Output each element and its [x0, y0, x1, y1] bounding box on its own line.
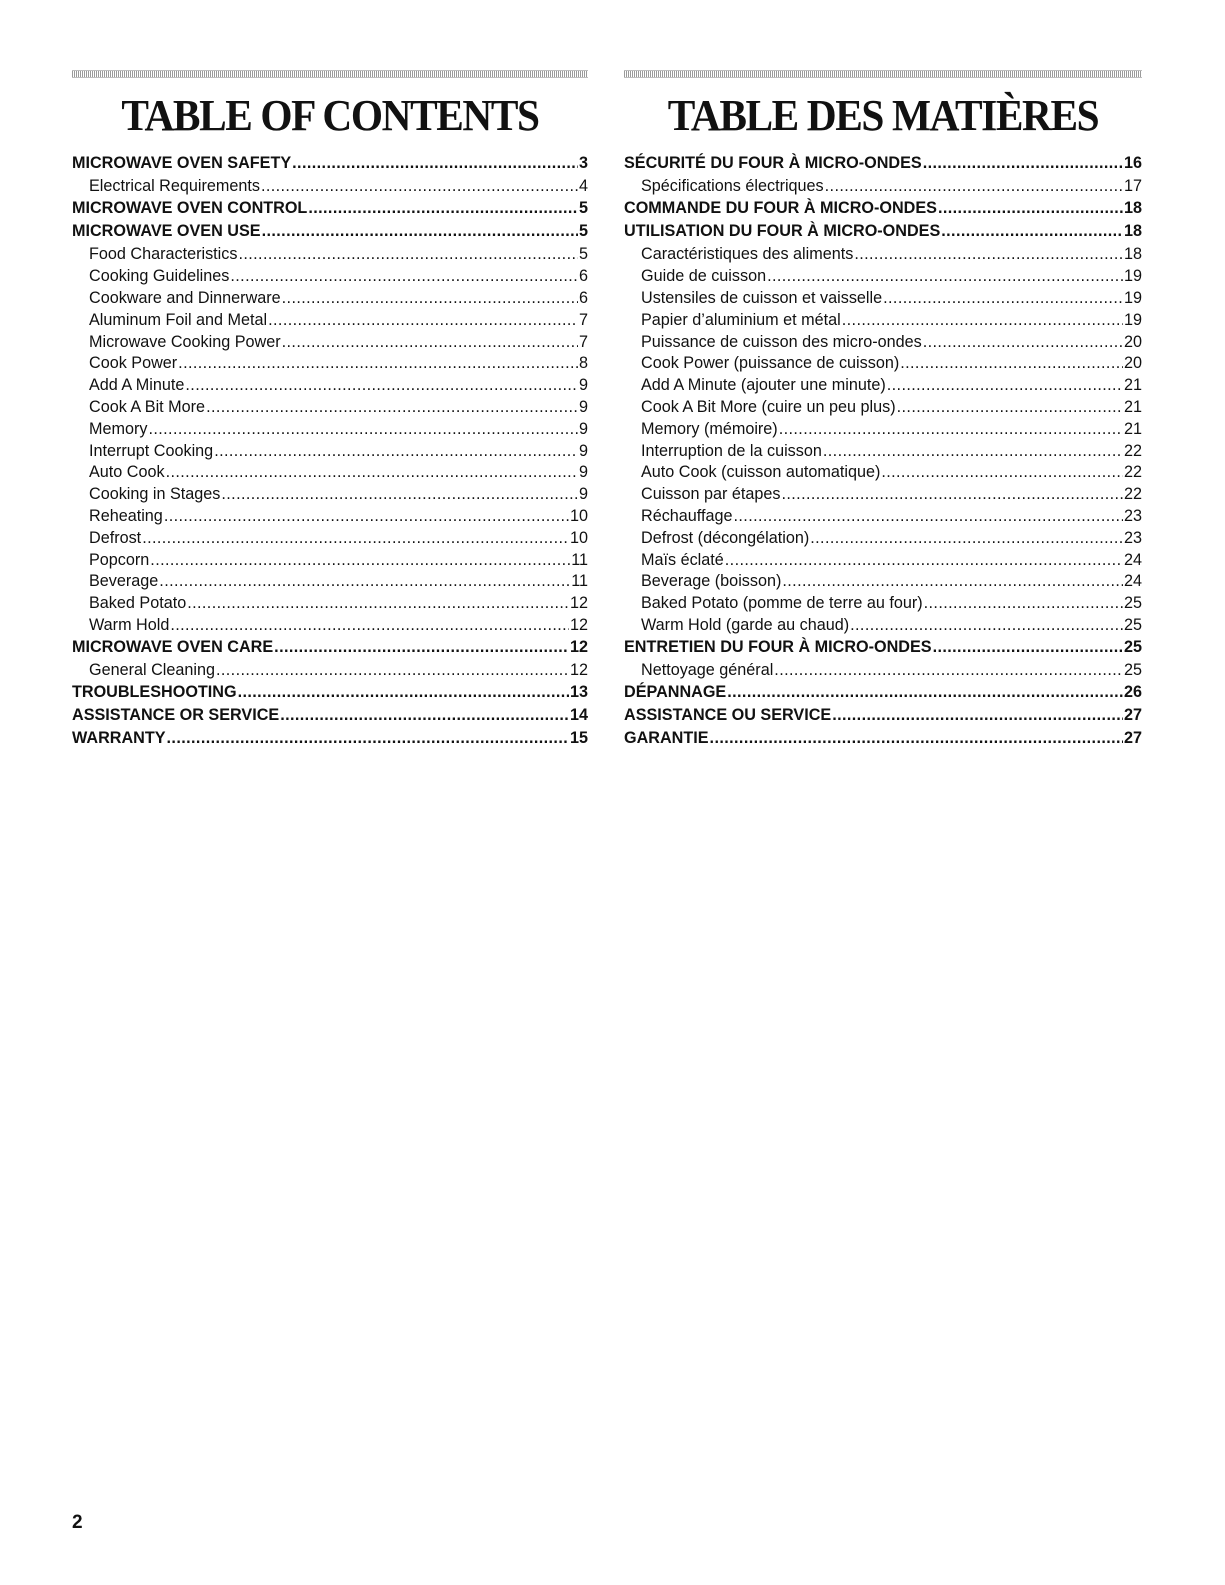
toc-entry-label: Nettoyage général: [641, 660, 774, 679]
dot-leader: [842, 311, 1123, 330]
toc-subsection-entry: [72, 376, 588, 398]
french-column: [624, 70, 1142, 752]
toc-entry-page: 6: [578, 288, 588, 307]
toc-entry-page: 12: [569, 615, 588, 634]
dot-leader: [941, 222, 1123, 241]
dot-leader: [185, 376, 578, 395]
toc-entry-page: 21: [1123, 419, 1142, 438]
dot-leader: [216, 661, 569, 680]
dot-leader: [159, 572, 570, 591]
toc-entry-page: 25: [1123, 637, 1142, 656]
toc-entry-label: Auto Cook: [89, 463, 165, 482]
toc-subsection-entry: [624, 616, 1142, 638]
toc-entry-page: 24: [1123, 550, 1142, 569]
toc-entry-page: 16: [1123, 154, 1142, 172]
toc-subsection-entry: [72, 572, 588, 594]
toc-section-entry: [624, 638, 1142, 661]
dot-leader: [292, 154, 578, 173]
toc-entry-label: Auto Cook (cuisson automatique): [641, 463, 881, 482]
toc-entry-page: 12: [569, 637, 588, 656]
toc-entry-page: 21: [1123, 376, 1142, 395]
toc-entry-label: Caractéristiques des aliments: [641, 245, 854, 264]
toc-subsection-entry: [72, 485, 588, 507]
dot-leader: [924, 594, 1123, 613]
dot-leader: [282, 333, 578, 352]
toc-entry-page: 7: [578, 310, 588, 329]
toc-subsection-entry: [624, 420, 1142, 442]
toc-entry-label: Reheating: [89, 506, 163, 525]
toc-subsection-entry: [72, 529, 588, 551]
toc-entry-page: 11: [571, 550, 588, 569]
toc-entry-page: 24: [1123, 572, 1142, 591]
toc-entry-label: Beverage (boisson): [641, 572, 782, 591]
toc-entry-label: Baked Potato (pomme de terre au four): [641, 594, 923, 613]
dot-leader: [280, 706, 569, 725]
dot-leader: [274, 638, 569, 657]
toc-entry-page: 4: [578, 177, 588, 196]
dot-leader: [933, 638, 1123, 657]
toc-subsection-entry: [624, 594, 1142, 616]
french-toc-list: [624, 154, 1142, 752]
toc-entry-page: 5: [578, 198, 588, 217]
dot-leader: [142, 529, 569, 548]
dot-leader: [238, 245, 578, 264]
toc-entry-page: 11: [571, 572, 588, 591]
toc-subsection-entry: [624, 529, 1142, 551]
toc-section-entry: [72, 199, 588, 222]
dot-leader: [881, 463, 1123, 482]
dot-leader: [282, 289, 578, 308]
toc-entry-page: 13: [569, 682, 588, 701]
dot-leader: [187, 594, 569, 613]
toc-entry-label: Beverage: [89, 572, 159, 591]
toc-entry-page: 19: [1123, 288, 1142, 307]
toc-entry-label: Spécifications électriques: [641, 177, 824, 196]
toc-subsection-entry: [624, 333, 1142, 355]
toc-entry-page: 22: [1123, 485, 1142, 504]
toc-section-entry: [72, 154, 588, 177]
dot-leader: [734, 507, 1123, 526]
dot-leader: [238, 683, 569, 702]
toc-entry-label: MICROWAVE OVEN CONTROL: [72, 198, 308, 217]
toc-subsection-entry: [624, 289, 1142, 311]
toc-entry-page: 19: [1123, 267, 1142, 286]
dot-leader: [781, 485, 1123, 504]
toc-entry-label: Cooking in Stages: [89, 485, 221, 504]
toc-entry-label: Add A Minute: [89, 376, 185, 395]
toc-entry-label: Aluminum Foil and Metal: [89, 310, 268, 329]
toc-entry-label: Popcorn: [89, 550, 150, 569]
toc-entry-label: ASSISTANCE OU SERVICE: [624, 705, 832, 724]
toc-entry-page: 25: [1123, 615, 1142, 634]
toc-subsection-entry: [72, 177, 588, 199]
toc-entry-label: ASSISTANCE OR SERVICE: [72, 705, 280, 724]
french-heading: TABLE DES MATIÈRES: [667, 91, 1099, 140]
toc-subsection-entry: [72, 551, 588, 573]
dot-leader: [262, 222, 578, 241]
dot-leader: [767, 267, 1123, 286]
dot-leader: [883, 289, 1123, 308]
toc-entry-page: 25: [1123, 660, 1142, 679]
toc-section-entry: [72, 683, 588, 706]
toc-entry-page: 27: [1123, 705, 1142, 724]
toc-entry-page: 23: [1123, 528, 1142, 547]
toc-entry-page: 5: [578, 222, 588, 241]
dot-leader: [170, 616, 569, 635]
toc-subsection-entry: [72, 420, 588, 442]
toc-entry-page: 7: [578, 332, 588, 351]
toc-section-entry: [72, 638, 588, 661]
toc-section-entry: [72, 729, 588, 752]
toc-entry-page: 18: [1123, 245, 1142, 264]
english-column: [72, 70, 588, 752]
toc-subsection-entry: [72, 245, 588, 267]
dot-leader: [900, 354, 1123, 373]
toc-entry-label: TROUBLESHOOTING: [72, 682, 237, 701]
toc-entry-label: SÉCURITÉ DU FOUR À MICRO-ONDES: [624, 154, 922, 172]
toc-entry-page: 3: [578, 154, 588, 172]
dot-leader: [774, 661, 1123, 680]
toc-entry-label: Baked Potato: [89, 594, 187, 613]
toc-subsection-entry: [624, 572, 1142, 594]
toc-entry-label: Interrupt Cooking: [89, 441, 214, 460]
toc-entry-page: 20: [1123, 332, 1142, 351]
toc-subsection-entry: [624, 551, 1142, 573]
toc-section-entry: [624, 154, 1142, 177]
page-number: 2: [72, 1512, 83, 1533]
dot-leader: [166, 463, 578, 482]
toc-subsection-entry: [72, 289, 588, 311]
toc-entry-label: ENTRETIEN DU FOUR À MICRO-ONDES: [624, 637, 932, 656]
dot-leader: [923, 333, 1123, 352]
decorative-rule: [624, 70, 1142, 78]
toc-section-entry: [624, 706, 1142, 729]
toc-entry-page: 12: [569, 594, 588, 613]
dot-leader: [897, 398, 1123, 417]
dot-leader: [221, 485, 578, 504]
toc-entry-page: 8: [578, 354, 588, 373]
toc-subsection-entry: [72, 442, 588, 464]
toc-entry-label: Warm Hold (garde au chaud): [641, 615, 850, 634]
toc-section-entry: [624, 729, 1142, 752]
dot-leader: [206, 398, 578, 417]
dot-leader: [268, 311, 578, 330]
toc-entry-page: 19: [1123, 310, 1142, 329]
toc-entry-label: Cook Power (puissance de cuisson): [641, 354, 900, 373]
toc-section-entry: [624, 683, 1142, 706]
toc-subsection-entry: [624, 177, 1142, 199]
toc-entry-page: 9: [578, 376, 588, 395]
dot-leader: [825, 177, 1123, 196]
toc-entry-page: 21: [1123, 397, 1142, 416]
toc-entry-page: 22: [1123, 441, 1142, 460]
english-heading: TABLE OF CONTENTS: [121, 91, 539, 140]
dot-leader: [923, 154, 1123, 173]
toc-entry-label: Food Characteristics: [89, 245, 238, 264]
toc-entry-label: Add A Minute (ajouter une minute): [641, 376, 886, 395]
toc-entry-label: Microwave Cooking Power: [89, 332, 281, 351]
dot-leader: [710, 729, 1123, 748]
toc-section-entry: [72, 706, 588, 729]
toc-subsection-entry: [72, 354, 588, 376]
toc-subsection-entry: [624, 376, 1142, 398]
toc-entry-page: 23: [1123, 506, 1142, 525]
dot-leader: [164, 507, 569, 526]
toc-entry-page: 10: [569, 506, 588, 525]
toc-entry-label: Defrost (décongélation): [641, 528, 810, 547]
dot-leader: [810, 529, 1123, 548]
dot-leader: [779, 420, 1123, 439]
toc-entry-page: 15: [569, 729, 588, 748]
toc-entry-page: 9: [578, 419, 588, 438]
toc-entry-page: 20: [1123, 354, 1142, 373]
dot-leader: [178, 354, 578, 373]
toc-subsection-entry: [624, 661, 1142, 683]
toc-entry-label: Cook A Bit More: [89, 397, 206, 416]
toc-subsection-entry: [624, 354, 1142, 376]
dot-leader: [850, 616, 1123, 635]
toc-entry-label: Cook A Bit More (cuire un peu plus): [641, 397, 896, 416]
toc-subsection-entry: [624, 463, 1142, 485]
toc-entry-page: 18: [1123, 222, 1142, 241]
toc-subsection-entry: [72, 333, 588, 355]
toc-subsection-entry: [72, 661, 588, 683]
english-toc-list: [72, 154, 588, 752]
toc-subsection-entry: [72, 267, 588, 289]
toc-section-entry: [624, 222, 1142, 245]
toc-entry-page: 12: [569, 660, 588, 679]
toc-entry-label: Papier d’aluminium et métal: [641, 310, 841, 329]
toc-entry-label: UTILISATION DU FOUR À MICRO-ONDES: [624, 222, 941, 241]
toc-entry-label: COMMANDE DU FOUR À MICRO-ONDES: [624, 198, 937, 217]
toc-subsection-entry: [72, 507, 588, 529]
dot-leader: [887, 376, 1123, 395]
dot-leader: [150, 551, 570, 570]
toc-entry-label: Warm Hold: [89, 615, 170, 634]
toc-entry-label: Memory (mémoire): [641, 419, 778, 438]
toc-entry-page: 9: [578, 397, 588, 416]
toc-entry-page: 14: [569, 705, 588, 724]
toc-entry-label: MICROWAVE OVEN USE: [72, 222, 261, 241]
dot-leader: [823, 442, 1123, 461]
toc-entry-page: 22: [1123, 463, 1142, 482]
toc-entry-page: 26: [1123, 682, 1142, 701]
toc-entry-label: Réchauffage: [641, 506, 733, 525]
dot-leader: [230, 267, 578, 286]
toc-entry-page: 9: [578, 485, 588, 504]
dot-leader: [261, 177, 578, 196]
dot-leader: [938, 199, 1123, 218]
dot-leader: [854, 245, 1123, 264]
toc-entry-label: Defrost: [89, 528, 142, 547]
toc-entry-label: Cook Power: [89, 354, 178, 373]
toc-subsection-entry: [624, 485, 1142, 507]
toc-entry-label: Guide de cuisson: [641, 267, 767, 286]
toc-entry-page: 27: [1123, 729, 1142, 748]
toc-entry-page: 10: [569, 528, 588, 547]
toc-entry-page: 5: [578, 245, 588, 264]
dot-leader: [308, 199, 578, 218]
toc-section-entry: [72, 222, 588, 245]
toc-entry-page: 9: [578, 441, 588, 460]
dot-leader: [725, 551, 1123, 570]
toc-entry-label: Interruption de la cuisson: [641, 441, 822, 460]
toc-subsection-entry: [72, 594, 588, 616]
dot-leader: [832, 706, 1123, 725]
toc-subsection-entry: [72, 311, 588, 333]
toc-entry-label: General Cleaning: [89, 660, 215, 679]
decorative-rule: [72, 70, 588, 78]
toc-entry-label: MICROWAVE OVEN SAFETY: [72, 154, 292, 172]
toc-entry-label: WARRANTY: [72, 729, 166, 748]
toc-subsection-entry: [624, 311, 1142, 333]
toc-entry-label: Memory: [89, 419, 148, 438]
toc-entry-page: 17: [1123, 177, 1142, 196]
toc-entry-label: Puissance de cuisson des micro-ondes: [641, 332, 922, 351]
toc-entry-label: Electrical Requirements: [89, 177, 260, 196]
toc-entry-label: DÉPANNAGE: [624, 682, 727, 701]
toc-entry-label: Cooking Guidelines: [89, 267, 230, 286]
dot-leader: [214, 442, 578, 461]
toc-subsection-entry: [624, 245, 1142, 267]
toc-subsection-entry: [72, 463, 588, 485]
toc-subsection-entry: [72, 398, 588, 420]
dot-leader: [148, 420, 578, 439]
dot-leader: [727, 683, 1123, 702]
toc-subsection-entry: [624, 442, 1142, 464]
toc-entry-page: 6: [578, 267, 588, 286]
toc-entry-label: MICROWAVE OVEN CARE: [72, 637, 274, 656]
toc-subsection-entry: [624, 507, 1142, 529]
toc-entry-page: 18: [1123, 198, 1142, 217]
dot-leader: [782, 572, 1123, 591]
toc-entry-label: GARANTIE: [624, 729, 709, 748]
dot-leader: [167, 729, 569, 748]
toc-entry-label: Cookware and Dinnerware: [89, 288, 281, 307]
toc-entry-label: Ustensiles de cuisson et vaisselle: [641, 288, 883, 307]
toc-entry-page: 9: [578, 463, 588, 482]
toc-section-entry: [624, 199, 1142, 222]
toc-entry-page: 25: [1123, 594, 1142, 613]
toc-subsection-entry: [72, 616, 588, 638]
toc-subsection-entry: [624, 398, 1142, 420]
toc-entry-label: Maïs éclaté: [641, 550, 724, 569]
toc-subsection-entry: [624, 267, 1142, 289]
toc-entry-label: Cuisson par étapes: [641, 485, 781, 504]
